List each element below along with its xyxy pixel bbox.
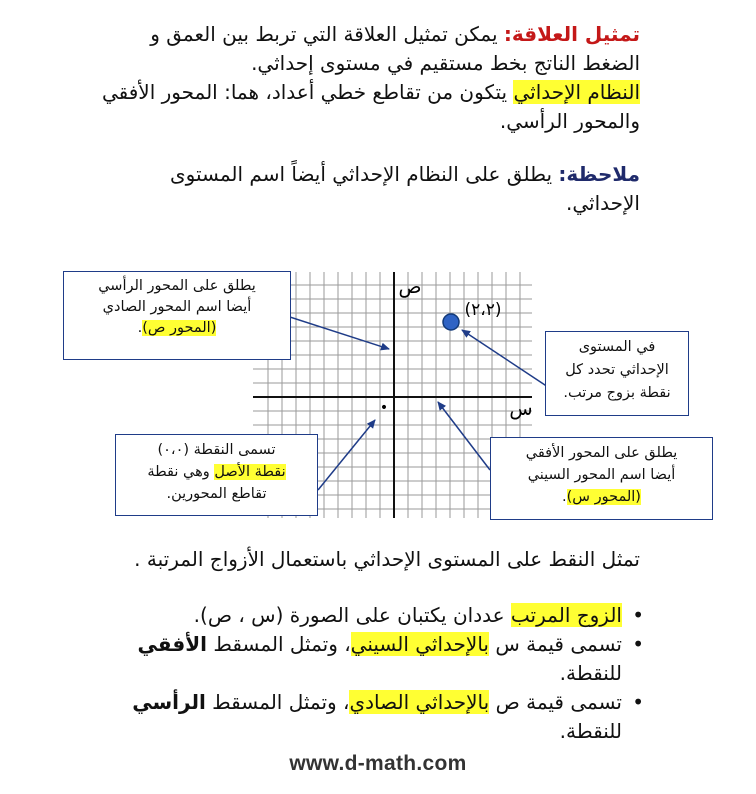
x-value-suffix: للنقطة. bbox=[559, 661, 622, 685]
callout-plane bbox=[545, 331, 689, 416]
coordinate-system-highlight: النظام الإحداثي bbox=[513, 80, 640, 104]
footer-url: www.d-math.com bbox=[289, 752, 467, 775]
callout-horizontal-axis bbox=[490, 437, 713, 520]
callout-origin-line1: تسمى النقطة (٠،٠) bbox=[157, 442, 276, 458]
callout-vertical-line3: (المحور ص) bbox=[142, 320, 217, 336]
callout-horizontal-line1: يطلق على المحور الأفقي bbox=[525, 445, 678, 461]
x-value-highlight: بالإحداثي السيني bbox=[350, 632, 489, 656]
callout-plane-line2: الإحداثي تحدد كل bbox=[565, 362, 669, 378]
pair-highlight: الزوج المرتب bbox=[510, 603, 622, 627]
callout-origin-line2-rest: وهي نقطة bbox=[147, 464, 215, 480]
list-item bbox=[100, 601, 648, 630]
point-2-2 bbox=[443, 314, 459, 330]
callout-horizontal-line3-suffix: . bbox=[562, 489, 567, 505]
y-value-highlight: بالإحداثي الصادي bbox=[349, 690, 490, 714]
arrow-to-point bbox=[462, 330, 548, 387]
relation-text: يمكن تمثيل العلاقة التي تربط بين العمق و الضغط الناتج بخط مستقيم في مستوى إحداثي. bbox=[150, 22, 640, 75]
y-value-suffix: للنقطة. bbox=[559, 719, 622, 743]
callout-plane-line1: في المستوى bbox=[578, 339, 656, 355]
y-value-prefix: تسمى قيمة ص bbox=[489, 690, 622, 714]
x-value-bold: الأفقي bbox=[137, 632, 208, 656]
represent-paragraph bbox=[110, 545, 640, 574]
x-axis-label: س bbox=[509, 398, 533, 420]
y-value-bold: الرأسي bbox=[132, 690, 206, 714]
callout-vertical-line3-wrap bbox=[70, 318, 284, 339]
coordinate-system-text: يتكون من تقاطع خطي أعداد، هما: المحور الأفقي والمحور الرأسي. bbox=[101, 80, 640, 133]
point-label: (٢،٢) bbox=[464, 300, 502, 320]
note-label: ملاحظة: bbox=[558, 162, 640, 186]
callout-horizontal-line3: (المحور س) bbox=[566, 489, 641, 505]
origin-mark: • bbox=[379, 400, 389, 416]
definitions-list bbox=[100, 601, 648, 746]
list-item bbox=[100, 630, 648, 688]
pair-text: عددان يكتبان على الصورة (س ، ص). bbox=[193, 603, 511, 627]
x-value-middle: ، وتمثل المسقط bbox=[207, 632, 351, 656]
callout-vertical-line3-suffix: . bbox=[137, 320, 143, 336]
callout-origin-line2-highlight: نقطة الأصل bbox=[214, 464, 286, 480]
callout-vertical-axis bbox=[63, 271, 291, 360]
callout-origin-line2-wrap bbox=[122, 461, 311, 483]
x-value-prefix: تسمى قيمة س bbox=[488, 632, 622, 656]
represent-text: تمثل النقط على المستوى الإحداثي باستعمال الأزواج المرتبة . bbox=[134, 547, 640, 571]
y-axis-label: ص bbox=[398, 276, 422, 298]
callout-origin bbox=[115, 434, 318, 516]
callout-plane-line3: نقطة بزوج مرتب. bbox=[563, 385, 671, 401]
note-text: يطلق على النظام الإحداثي أيضاً اسم المستوى الإحداثي. bbox=[169, 162, 640, 215]
callout-horizontal-line3-wrap bbox=[497, 486, 706, 508]
list-item bbox=[100, 688, 648, 746]
callout-origin-line3: تقاطع المحورين. bbox=[166, 486, 267, 502]
callout-vertical-line1: يطلق على المحور الرأسي bbox=[98, 278, 256, 294]
relation-label: تمثيل العلاقة: bbox=[503, 22, 640, 46]
callout-horizontal-line2: أيضا اسم المحور السيني bbox=[527, 467, 676, 483]
y-value-middle: ، وتمثل المسقط bbox=[205, 690, 350, 714]
callout-vertical-line2: أيضا اسم المحور الصادي bbox=[102, 299, 252, 315]
